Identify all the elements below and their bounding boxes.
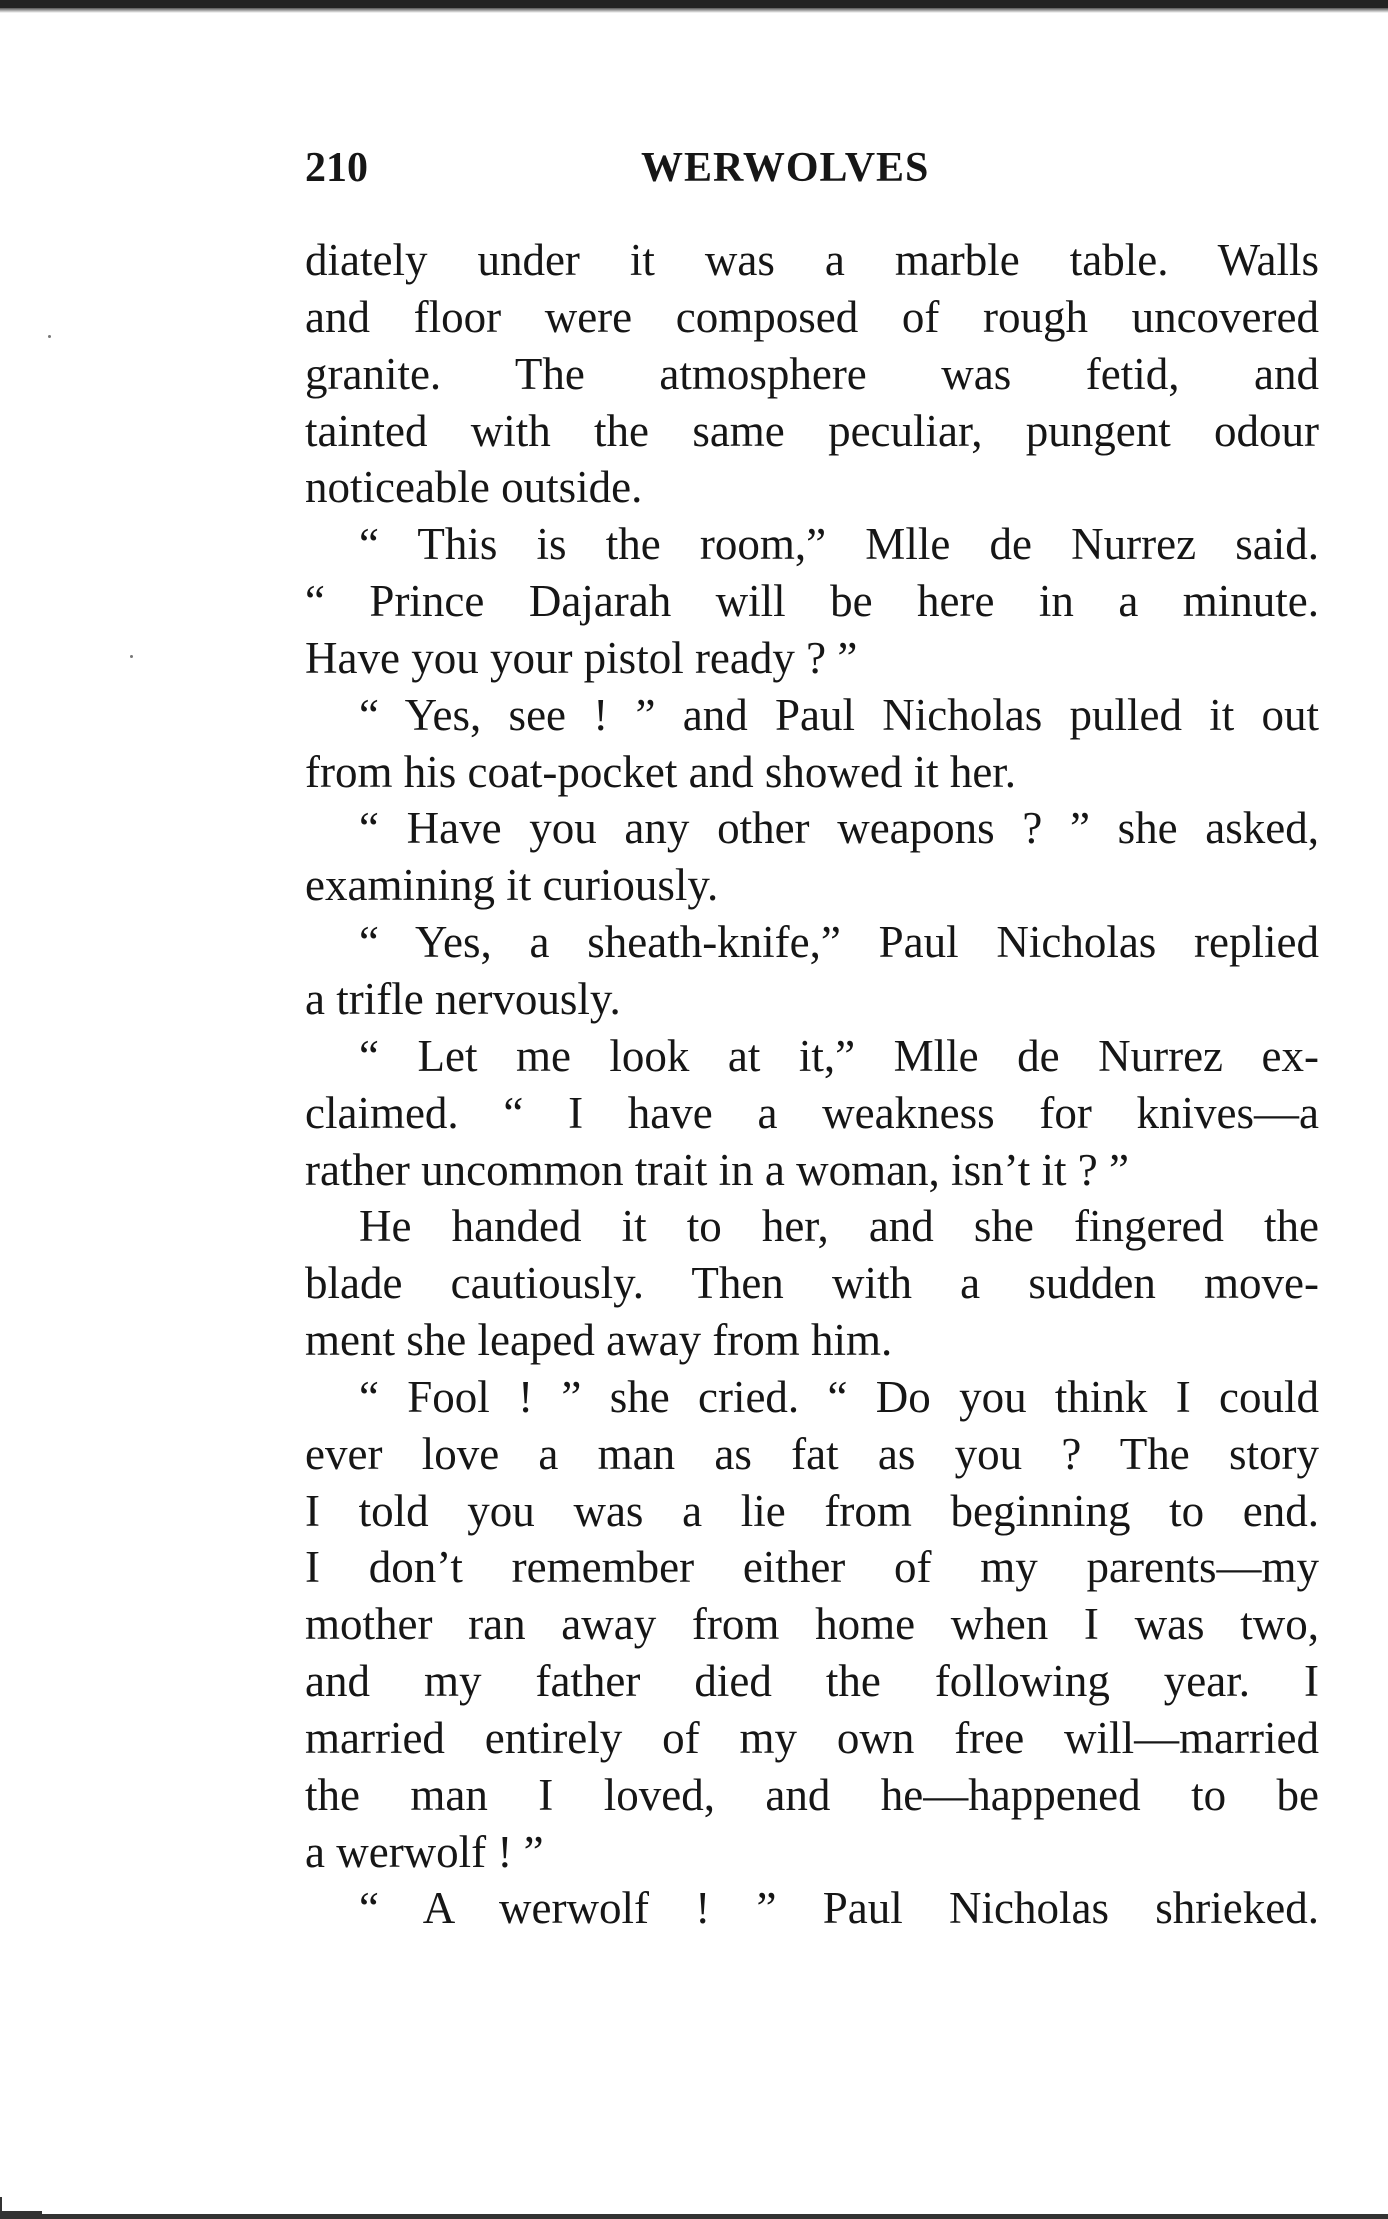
page-number: 210 [305,145,368,191]
text-line: “ This is the room,” Mlle de Nurrez said. [359,519,1319,570]
text-line: I told you was a lie from beginning to end. [305,1485,1319,1536]
text-line: mother ran away from home when I was two, [305,1599,1319,1650]
text-line: and floor were composed of rough uncovered [305,291,1319,342]
text-line: tainted with the same peculiar, pungent odour [305,405,1319,456]
text-line: ever love a man as fat as you ? The story [305,1428,1319,1479]
text-line: “ Prince Dajarah will be here in a minute. [305,576,1319,627]
text-line: diately under it was a marble table. Walls [305,235,1319,285]
text-line: “ Yes, see ! ” and Paul Nicholas pulled it out [359,689,1319,740]
page-corner-mark [0,2197,42,2214]
text-line: I don’t remember either of my parents—my [305,1542,1319,1593]
text-line: “ A werwolf ! ” Paul Nicholas shrieked. [359,1883,1319,1934]
text-line: “ Have you any other weapons ? ” she asked, [359,803,1319,854]
page-header [305,138,1315,198]
text-line: Have you your pistol ready ? ” [305,632,858,683]
text-line: claimed. “ I have a weakness for knives—a [305,1087,1319,1138]
page-top-shadow [0,8,1388,13]
running-head: WERWOLVES [641,145,930,191]
text-line: noticeable outside. [305,462,643,513]
text-line: “ Let me look at it,” Mlle de Nurrez ex- [359,1030,1319,1081]
text-line: married entirely of my own free will—married [305,1712,1319,1763]
text-line: “ Yes, a sheath-knife,” Paul Nicholas replied [359,917,1319,968]
text-line: a werwolf ! ” [305,1826,544,1877]
text-line: granite. The atmosphere was fetid, and [305,348,1319,399]
text-line: and my father died the following year. I [305,1656,1319,1707]
paper-speck [48,335,51,338]
text-line: examining it curiously. [305,860,719,911]
body-text [305,232,1319,1937]
text-line: He handed it to her, and she fingered the [359,1201,1319,1252]
text-line: a trifle nervously. [305,973,621,1024]
text-line: the man I loved, and he—happened to be [305,1769,1319,1820]
text-line: “ Fool ! ” she cried. “ Do you think I could [359,1371,1319,1422]
text-line: blade cautiously. Then with a sudden move- [305,1258,1319,1309]
text-line: rather uncommon trait in a woman, isn’t it ? ” [305,1144,1129,1195]
text-line: from his coat-pocket and showed it her. [305,746,1017,797]
page-bottom-edge [0,2214,1388,2219]
paper-speck [130,655,133,658]
page-top-edge [0,0,1388,8]
text-line: ment she leaped away from him. [305,1315,893,1366]
